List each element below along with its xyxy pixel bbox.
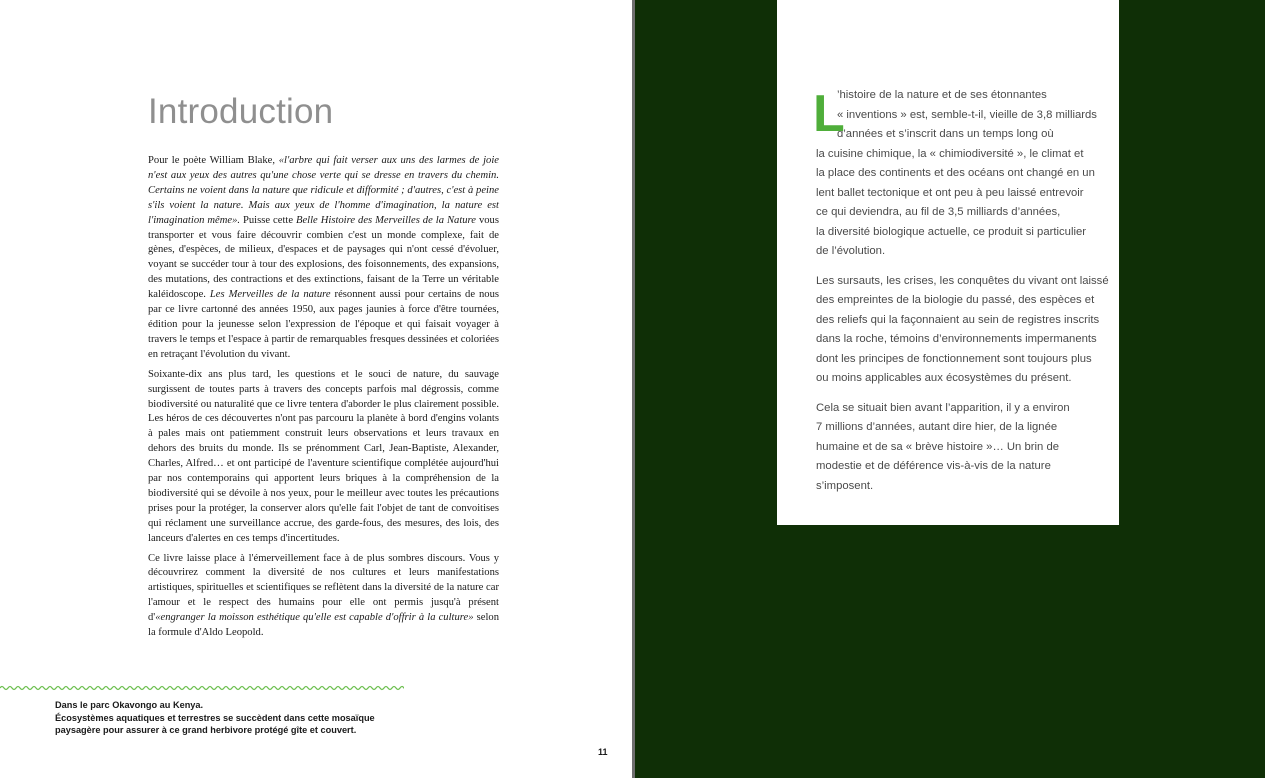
intro-line: humaine et de sa « brève histoire »… Un brin de (816, 440, 1060, 453)
intro-line: ce qui deviendra, au fil de 3,5 milliards d’années, (816, 206, 1061, 218)
blake-quote: «l'arbre qui fait verser aux uns des larmes de joie n'est aux yeux des autres qu'une chose verte qui se dresse en travers du chemin. Certains ne voient dans la nature que ridicule et difformité ; d'autres, c'est à peine s'ils voient la nature. Mais aux yeux de l'homme d'imagination, la nature est l'imagination même». (148, 155, 499, 226)
body-text (148, 154, 499, 646)
intro-line: lent ballet tectonique et ont peu à peu laissé entrevoir (816, 186, 1084, 199)
book-title-1: Belle Histoire des Merveilles de la Nature (296, 214, 476, 226)
paragraph-3-text: Ce livre laisse place à l'émerveillement face à de plus sombres discours. Vous y découvrirez comment la diversité de nos cultures et leurs manifestations artistiques, spirituelles et scientifiques se reflètent dans la diversité de la nature car l'amour et le respect des humains pour elle ont permis jusqu'à présent d' (148, 552, 499, 624)
wave-divider (0, 683, 404, 693)
intro-line: s’imposent. (816, 479, 874, 492)
intro-line: « inventions » est, semble-t-il, vieille de 3,8 milliards (837, 108, 1097, 121)
page-number: 11 (598, 747, 608, 757)
intro-line: de l’évolution. (816, 245, 886, 257)
intro-line: des empreintes de la biologie du passé, des espèces et (816, 294, 1095, 306)
intro-line: 7 millions d’années, autant dire hier, de la lignée (816, 421, 1058, 433)
caption-line-3: paysagère pour assurer à ce grand herbivore protégé gîte et couvert. (55, 725, 357, 735)
intro-line: d’années et s’inscrit dans un temps long où (837, 128, 1054, 140)
leopold-quote: «engranger la moisson esthétique qu'elle est capable d'offrir à la culture» (155, 612, 474, 624)
intro-line: dans la roche, témoins d’environnements impermanents (816, 333, 1097, 345)
intro-line: la place des continents et des océans ont changé en un (816, 167, 1095, 179)
paragraph-1-text: Pour le poète William Blake, (148, 155, 279, 166)
paragraph-3-text-2: selon la formule d'Aldo Leopold. (148, 612, 500, 639)
intro-text-box (777, 0, 1119, 525)
paragraph-2: Soixante-dix ans plus tard, les questions et le souci de nature, du sauvage surgissent de toutes parts à travers des concepts parfois mal dégrossis, comme biodiversité ou naturalité que ce livre tentera d'aborder le plus clairement possible. Les héros de ces découvertes n'ont pas parcouru la planète à bord d'engins volants à pales mais ont patiemment construit leurs observations et leurs travaux en dehors des bruits du monde. Ils se prénomment Carl, Jean-Baptiste, Alexander, Charles, Alfred… et ont participé de l'aventure scientifique complétée aujourd'hui par nos contemporains qui apportent leurs briques à la compréhension de la biodiversité qui se dévoile à nos yeux, pour le meilleur avec toutes les précautions prises pour la protéger, la conserver alors qu'elle fait l'objet de tant de convoitises qui réclament une surveillance accrue, des garde-fous, des mesures, des lois, des lanceurs d'alertes en ces temps d'incertitudes. (148, 368, 499, 544)
photo-caption (55, 699, 415, 737)
book-title-2: Les Merveilles de la nature (209, 289, 331, 301)
page-title: Introduction (148, 92, 334, 131)
left-page (0, 0, 632, 778)
intro-line: modestie et de déférence vis-à-vis de la nature (816, 460, 1051, 472)
intro-line: Les sursauts, les crises, les conquêtes du vivant ont laissé (816, 274, 1109, 287)
paragraph-1-text-2: Puisse cette (240, 214, 296, 226)
drop-cap: L (813, 85, 845, 143)
intro-paragraph-2 (816, 272, 1109, 389)
right-page (635, 0, 1265, 778)
paragraph-1 (148, 154, 499, 363)
caption-line-1: Dans le parc Okavongo au Kenya. (55, 700, 204, 710)
intro-line: la cuisine chimique, la « chimiodiversité », le climat et (816, 147, 1084, 160)
paragraph-1-text-3: vous transporter et vous faire découvrir combien c'est un monde complexe, fait de gènes, d'espèces, de milieux, d'espaces et de paysages qui n'ont cessé d'évoluer, voyant se succéder tour à tour des explosions, des foisonnements, des expansions, des mutations, des contractions et des extinctions, faisant de la Terre un véritable kaléidoscope. (148, 214, 499, 301)
intro-paragraph-3 (816, 399, 1106, 497)
caption-line-2: Écosystèmes aquatiques et terrestres se succèdent dans cette mosaïque (55, 712, 375, 723)
intro-text (813, 85, 1109, 506)
intro-paragraph-1 (816, 86, 1106, 262)
paragraph-1-text-4: résonnent aussi pour certains de nous par ce livre cartonné des années 1950, aux pages jaunies à force d'être tournées, édition pour la jeunesse selon l'expression de l'époque et qui faisait voyager à travers le temps et l'espace à partir de remarquables fresques dessinées et coloriées en retraçant l'évolution du vivant. (148, 289, 499, 360)
intro-line: dont les principes de fonctionnement sont toujours plus (816, 352, 1092, 365)
paragraph-3 (148, 552, 499, 641)
intro-line: la diversité biologique actuelle, ce produit si particulier (816, 225, 1087, 238)
intro-line: Cela se situait bien avant l’apparition, il y a environ (816, 401, 1070, 414)
intro-line: ou moins applicables aux écosystèmes du présent. (816, 372, 1072, 384)
intro-line: des reliefs qui la façonnaient au sein de registres inscrits (816, 313, 1100, 326)
intro-line: ’histoire de la nature et de ses étonnantes (837, 89, 1047, 101)
